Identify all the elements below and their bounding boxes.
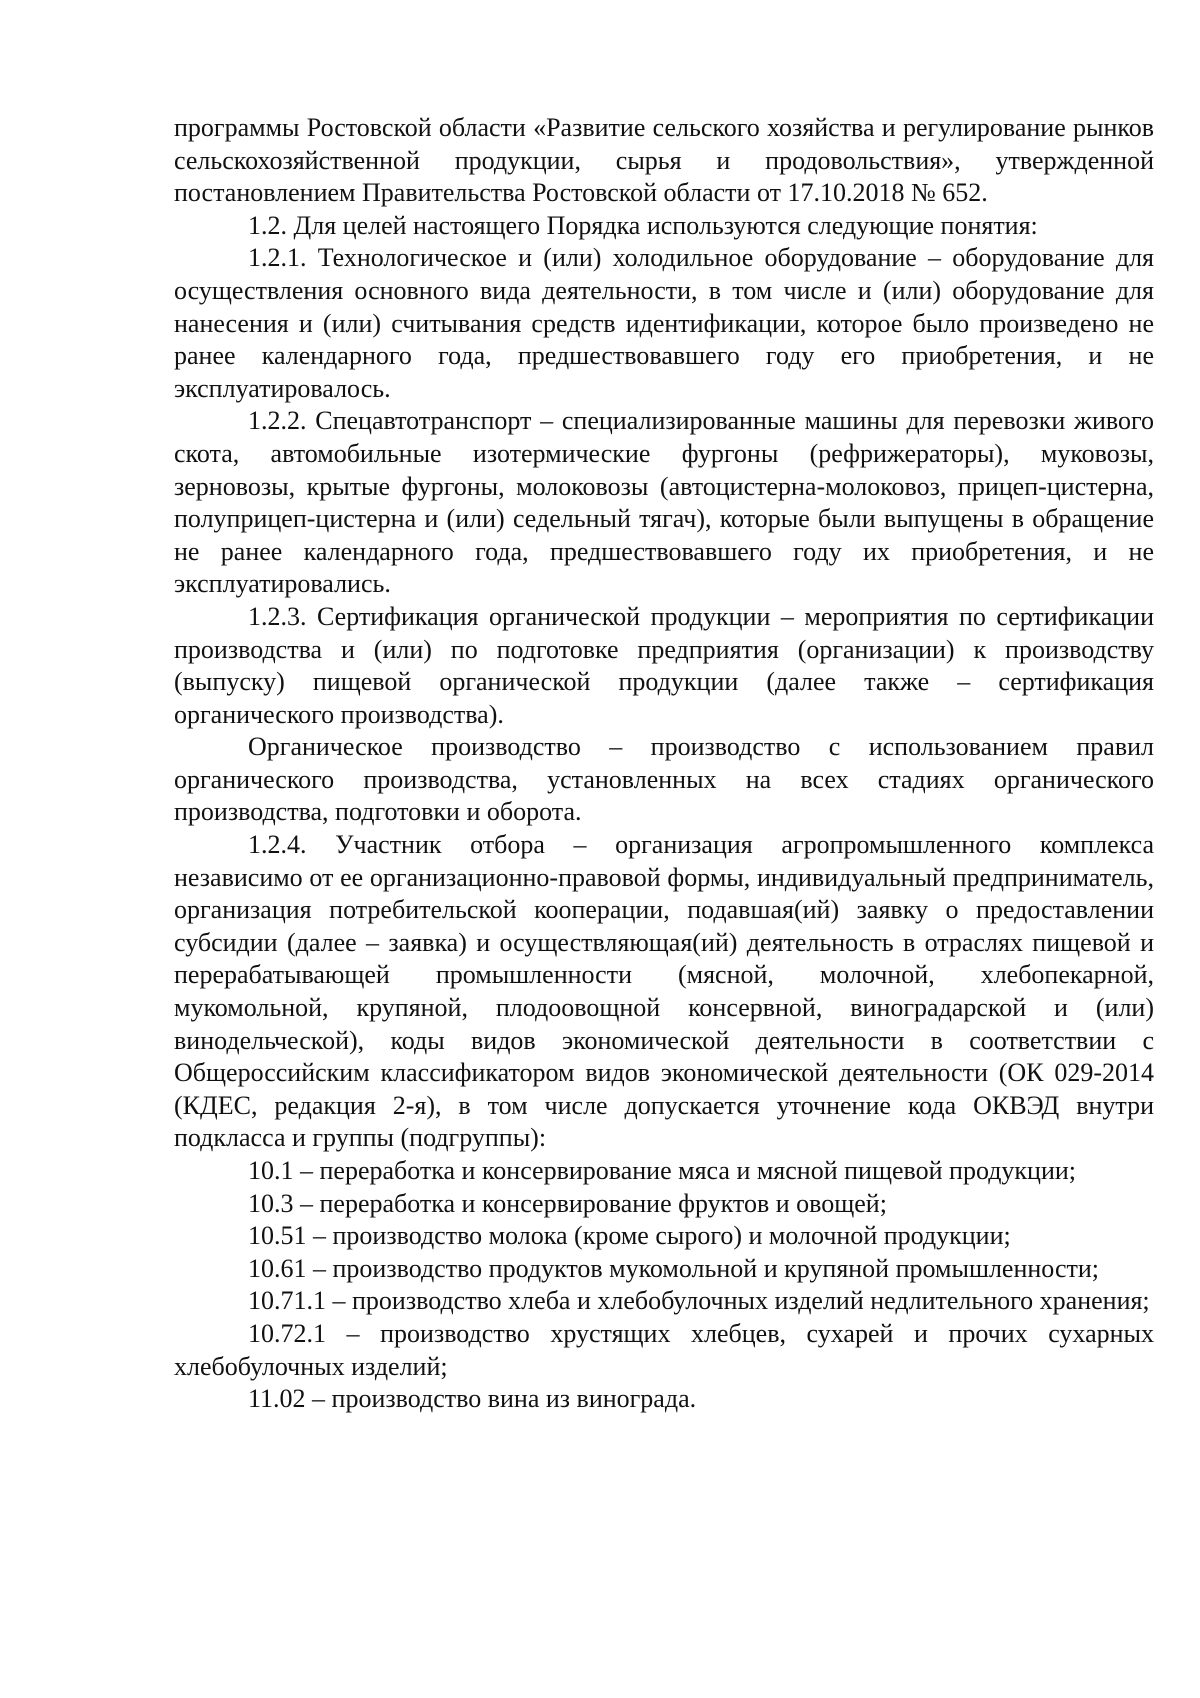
okved-item-11-02: 11.02 – производство вина из винограда. <box>248 1384 697 1414</box>
paragraph-definition-organic-certification: 1.2.3. Сертификация органической продукции – мероприятия по сертификации производства и (или) по подготовке предприятия (организации) к производству (выпуску) пищевой органической продукции (далее также – сертификация органического производства). <box>174 601 1154 729</box>
paragraph-definition-organic-production: Органическое производство – производство с использованием правил органического производства, установленных на всех стадиях органического производства, подготовки и оборота. <box>174 732 1154 827</box>
okved-item-10-51: 10.51 – производство молока (кроме сырого) и молочной продукции; <box>248 1221 1011 1251</box>
okved-item-10-71-1: 10.71.1 – производство хлеба и хлебобулочных изделий недлительного хранения; <box>248 1286 1150 1316</box>
paragraph-definition-equipment: 1.2.1. Технологическое и (или) холодильное оборудование – оборудование для осуществления основного вида деятельности, в том числе и (или) оборудование для нанесения и (или) считывания средств идентификации, которое было произведено не ранее календарного года, предшествовавшего году его приобретения, и не эксплуатировалось. <box>174 243 1154 403</box>
paragraph-definition-special-transport: 1.2.2. Спецавтотранспорт – специализированные машины для перевозки живого скота, автомобильные изотермические фургоны (рефрижераторы), муковозы, зерновозы, крытые фургоны, молоковозы (автоцистерна-молоковоз, прицеп-цистерна, полуприцеп-цистерна и (или) седельный тягач), которые были выпущены в обращение не ранее календарного года, предшествовавшего году их приобретения, и не эксплуатировались. <box>174 406 1154 599</box>
okved-item-10-61: 10.61 – производство продуктов мукомольной и крупяной промышленности; <box>248 1253 1099 1283</box>
document-page <box>174 112 1154 1416</box>
okved-item-10-1: 10.1 – переработка и консервирование мяса и мясной пищевой продукции; <box>248 1156 1077 1185</box>
paragraph-definitions-intro: 1.2. Для целей настоящего Порядка используются следующие понятия: <box>248 210 1038 240</box>
okved-item-10-3: 10.3 – переработка и консервирование фруктов и овощей; <box>248 1188 887 1218</box>
okved-item-10-72-1: 10.72.1 – производство хрустящих хлебцев, сухарей и прочих сухарных хлебобулочных изделий; <box>174 1318 1154 1381</box>
paragraph-program-reference: программы Ростовской области «Развитие сельского хозяйства и регулирование рынков сельскохозяйственной продукции, сырья и продовольствия», утвержденной постановлением Правительства Ростовской области от 17.10.2018 № 652. <box>174 113 1154 208</box>
paragraph-definition-selection-participant: 1.2.4. Участник отбора – организация агропромышленного комплекса независимо от ее организационно-правовой формы, индивидуальный предприниматель, организация потребительской кооперации, подавшая(ий) заявку о предоставлении субсидии (далее – заявка) и осуществляющая(ий) деятельность в отраслях пищевой и перерабатывающей промышленности (мясной, молочной, хлебопекарной, мукомольной, крупяной, плодоовощной консервной, виноградарской и (или) винодельческой), коды видов экономической деятельности в соответствии с Общероссийским классификатором видов экономической деятельности (ОК 029-2014 (КДЕС, редакция 2-я), в том числе допускается уточнение кода ОКВЭД внутри подкласса и группы (подгруппы): <box>174 830 1154 1153</box>
